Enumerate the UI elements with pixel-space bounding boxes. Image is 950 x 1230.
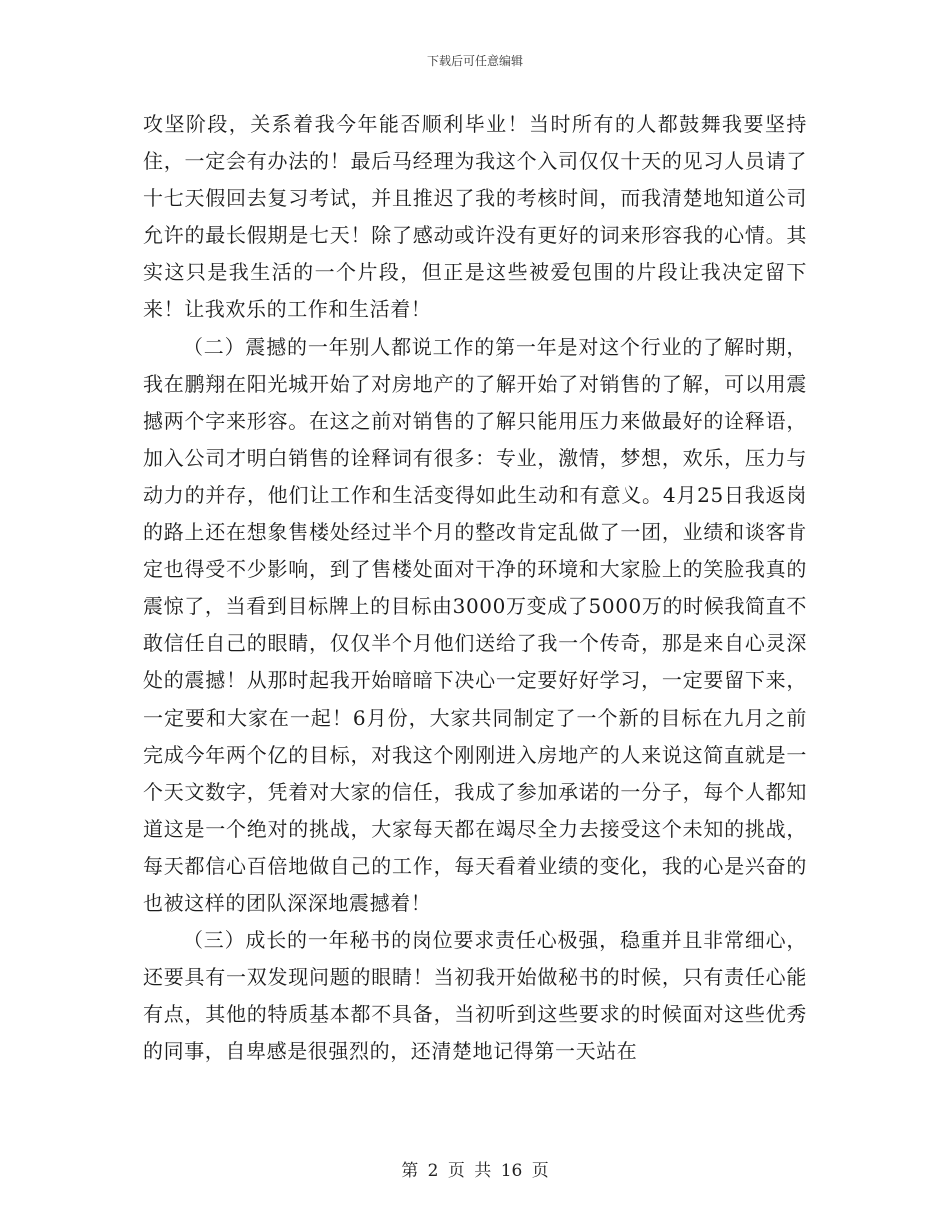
page-header: 下载后可任意编辑 <box>426 54 523 68</box>
paragraph-section-two: （二）震撼的一年别人都说工作的第一年是对这个行业的了解时期，我在鹏翔在阳光城开始了对房地产的了解开始了对销售的了解，可以用震撼两个字来形容。在这之前对销售的了解只能用压力来做最好的诠释语，加入公司才明白销售的诠释词有很多：专业，激情，梦想，欢乐，压力与动力的并存，他们让工作和生活变得如此生动和有意义。4月25日我返岗的路上还在想象售楼处经过半个月的整改肯定乱做了一团，业绩和谈客肯定也得受不少影响，到了售楼处面对干净的环境和大家脸上的笑脸我真的震惊了，当看到目标牌上的目标由3000万变成了5000万的时候我简直不敢信任自己的眼睛，仅仅半个月他们送给了我一个传奇，那是来自心灵深处的震撼！从那时起我开始暗暗下决心一定要好好学习，一定要留下来，一定要和大家在一起！6月份，大家共同制定了一个新的目标在九月之前完成今年两个亿的目标，对我这个刚刚进入房地产的人来说这简直就是一个天文数字，凭着对大家的信任，我成了参加承诺的一分子，每个人都知道这是一个绝对的挑战，大家每天都在竭尽全力去接受这个未知的挑战，每天都信心百倍地做自己的工作，每天看着业绩的变化，我的心是兴奋的也被这样的团队深深地震撼着！ <box>143 334 807 915</box>
document-body <box>143 106 807 1070</box>
paragraph-section-three: （三）成长的一年秘书的岗位要求责任心极强，稳重并且非常细心，还要具有一双发现问题的眼睛！当初我开始做秘书的时候，只有责任心能有点，其他的特质基本都不具备，当初听到这些要求的时候面对这些优秀的同事，自卑感是很强烈的，还清楚地记得第一天站在 <box>143 928 807 1064</box>
page-number-footer: 第 2 页 共 16 页 <box>401 1161 549 1181</box>
paragraph-continuation: 攻坚阶段，关系着我今年能否顺利毕业！当时所有的人都鼓舞我要坚持住，一定会有办法的！最后马经理为我这个入司仅仅十天的见习人员请了十七天假回去复习考试，并且推迟了我的考核时间，而我清楚地知道公司允许的最长假期是七天！除了感动或许没有更好的词来形容我的心情。其实这只是我生活的一个片段，但正是这些被爱包围的片段让我决定留下来！让我欢乐的工作和生活着！ <box>143 112 807 322</box>
